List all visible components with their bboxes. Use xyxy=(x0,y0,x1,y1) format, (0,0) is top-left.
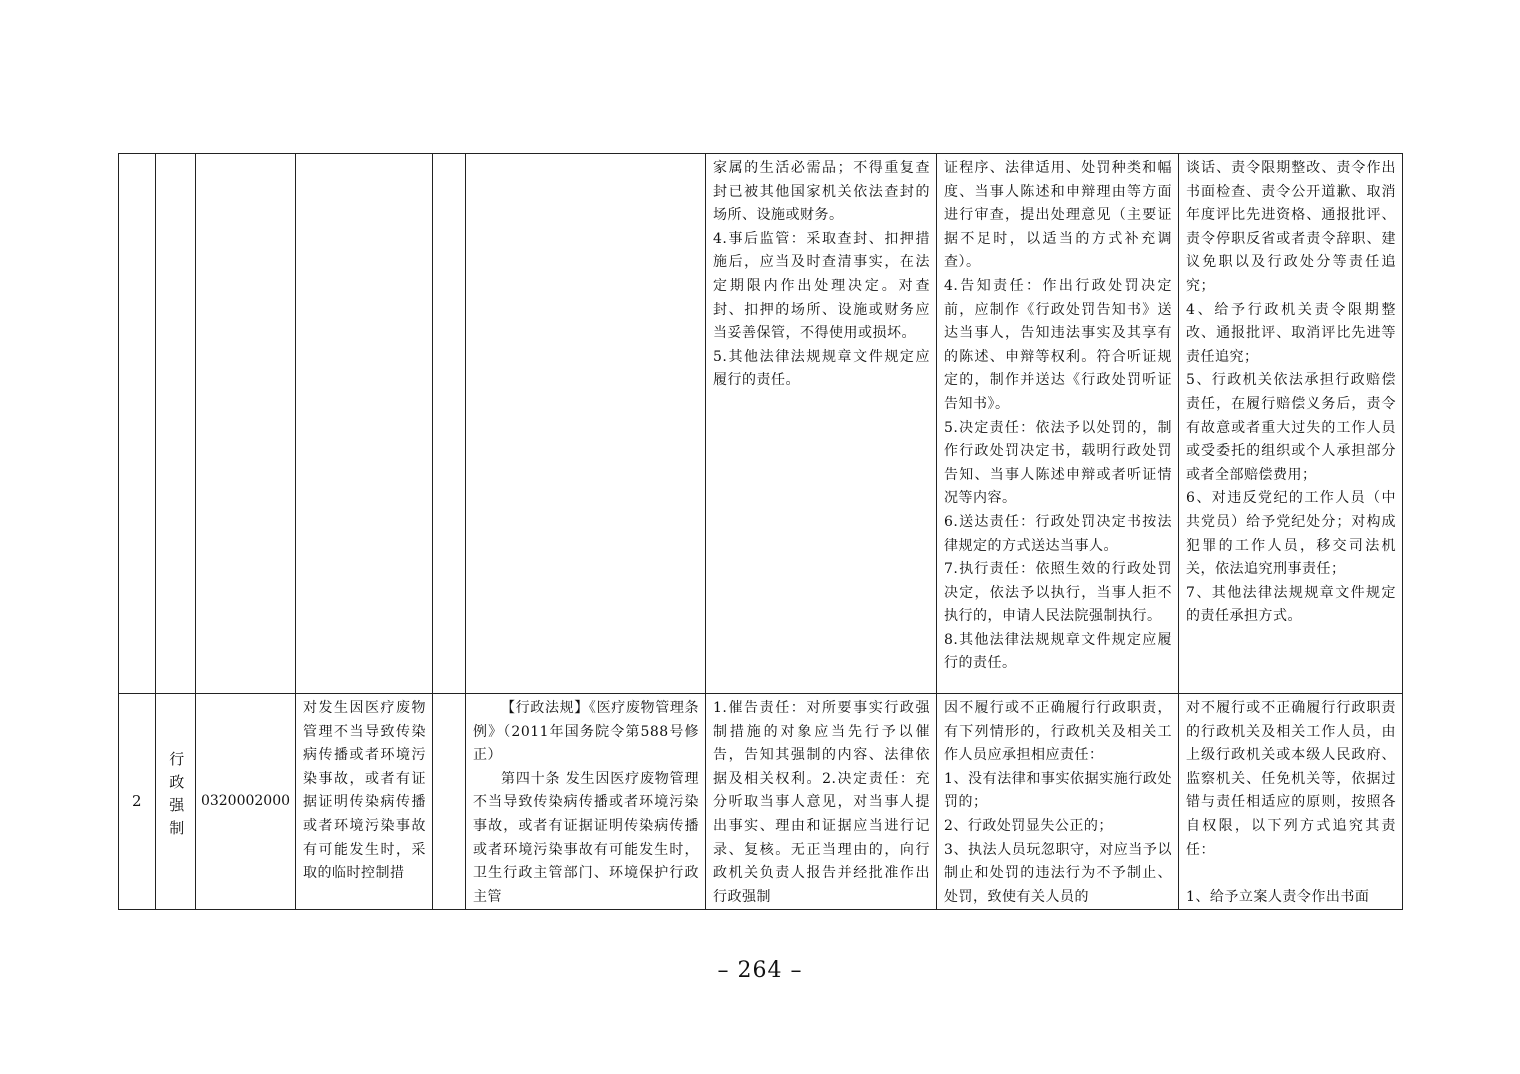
basis-paragraph: 【行政法规】《医疗废物管理条例》（2011年国务院令第588号修正） xyxy=(473,700,699,764)
duty-paragraph: 4.事后监管：采取查封、扣押措施后，应当及时查清事实，在法定期限内作出处理决定。对查封、扣押的场所、设施或财务应当妥善保管，不得使用或损坏。 xyxy=(713,230,930,342)
liability-paragraph: 6.送达责任：行政处罚决定书按法律规定的方式送达当事人。 xyxy=(944,513,1172,554)
paragraph-gap xyxy=(1186,862,1396,886)
cell-category xyxy=(156,154,196,694)
duty-paragraph: 5.其他法律法规规章文件规定应履行的责任。 xyxy=(713,348,930,389)
cell-category xyxy=(156,694,196,910)
cell-name xyxy=(296,154,433,694)
cell-blank xyxy=(433,154,466,694)
liability-paragraph: 因不履行或不正确履行行政职责，有下列情形的，行政机关及相关工作人员应承担相应责任： xyxy=(944,700,1172,764)
liability-paragraph: 证程序、法律适用、处罚种类和幅度、当事人陈述和申辩理由等方面进行审查，提出处理意见（主要证据不足时，以适当的方式补充调查）。 xyxy=(944,160,1172,271)
cell-code xyxy=(196,154,296,694)
cell-accountability xyxy=(1179,154,1403,694)
cell-basis xyxy=(466,694,706,910)
cell-basis xyxy=(466,154,706,694)
accountability-paragraph: 谈话、责令限期整改、责令作出书面检查、责令公开道歉、取消年度评比先进资格、通报批评、责令停职反省或者责令辞职、建议免职以及行政处分等责任追究； xyxy=(1186,160,1396,294)
accountability-paragraph: 4、给予行政机关责令限期整改、通报批评、取消评比先进等责任追究； xyxy=(1186,301,1396,365)
liability-paragraph: 1、没有法律和事实依据实施行政处罚的； xyxy=(944,770,1172,811)
table-row xyxy=(119,694,1403,910)
category-label: 行政强制 xyxy=(167,751,186,844)
liability-paragraph: 3、执法人员玩忽职守，对应当予以制止和处罚的违法行为不予制止、处罚，致使有关人员的 xyxy=(944,841,1172,905)
liability-paragraph: 2、行政处罚显失公正的； xyxy=(944,817,1113,834)
duty-paragraph: 家属的生活必需品；不得重复查封已被其他国家机关依法查封的场所、设施或财务。 xyxy=(713,160,930,224)
cell-code: 0320002000 xyxy=(196,694,296,910)
cell-duties xyxy=(706,154,937,694)
cell-no: 2 xyxy=(119,694,156,910)
cell-liability xyxy=(937,694,1179,910)
liability-paragraph: 7.执行责任：依照生效的行政处罚决定，依法予以执行，当事人拒不执行的，申请人民法院强制执行。 xyxy=(944,561,1172,625)
cell-accountability xyxy=(1179,694,1403,910)
table-row xyxy=(119,154,1403,694)
page-number: – 264 – xyxy=(717,958,803,983)
accountability-paragraph: 对不履行或不正确履行行政职责的行政机关及相关工作人员，由上级行政机关或本级人民政府、监察机关、任免机关等，依据过错与责任相适应的原则，按照各自权限，以下列方式追究其责任： xyxy=(1186,700,1396,858)
cell-duties: 1.催告责任：对所要事实行政强制措施的对象应当先行予以催告，告知其强制的内容、法律依据及相关权利。2.决定责任：充分听取当事人意见，对当事人提出事实、理由和证据应当进行记录、复核。无正当理由的，向行政机关负责人报告并经批准作出行政强制 xyxy=(706,694,937,910)
basis-paragraph: 第四十条 发生因医疗废物管理不当导致传染病传播或者环境污染事故，或者有证据证明传染病传播或者环境污染事故有可能发生时，卫生行政主管部门、环境保护行政主管 xyxy=(473,770,699,905)
accountability-paragraph: 5、行政机关依法承担行政赔偿责任，在履行赔偿义务后，责令有故意或者重大过失的工作人员或受委托的组织或个人承担部分或者全部赔偿费用； xyxy=(1186,372,1396,483)
responsibility-table-wrap xyxy=(118,153,1403,910)
cell-liability xyxy=(937,154,1179,694)
liability-paragraph: 5.决定责任：依法予以处罚的，制作行政处罚决定书，载明行政处罚告知、当事人陈述申辩或者听证情况等内容。 xyxy=(944,419,1172,507)
liability-paragraph: 8.其他法律法规规章文件规定应履行的责任。 xyxy=(944,631,1172,672)
liability-paragraph: 4.告知责任：作出行政处罚决定前，应制作《行政处罚告知书》送达当事人，告知违法事实及其享有的陈述、申辩等权利。符合听证规定的，制作并送达《行政处罚听证告知书》。 xyxy=(944,277,1172,412)
cell-name: 对发生因医疗废物管理不当导致传染病传播或者环境污染事故，或者有证据证明传染病传播或者环境污染事故有可能发生时，采取的临时控制措 xyxy=(296,694,433,910)
cell-no xyxy=(119,154,156,694)
responsibility-table xyxy=(118,153,1403,910)
accountability-paragraph: 7、其他法律法规规章文件规定的责任承担方式。 xyxy=(1186,584,1396,625)
accountability-paragraph: 1、给予立案人责令作出书面 xyxy=(1186,888,1370,905)
cell-blank xyxy=(433,694,466,910)
accountability-paragraph: 6、对违反党纪的工作人员（中共党员）给予党纪处分；对构成犯罪的工作人员，移交司法机关，依法追究刑事责任； xyxy=(1186,490,1396,578)
